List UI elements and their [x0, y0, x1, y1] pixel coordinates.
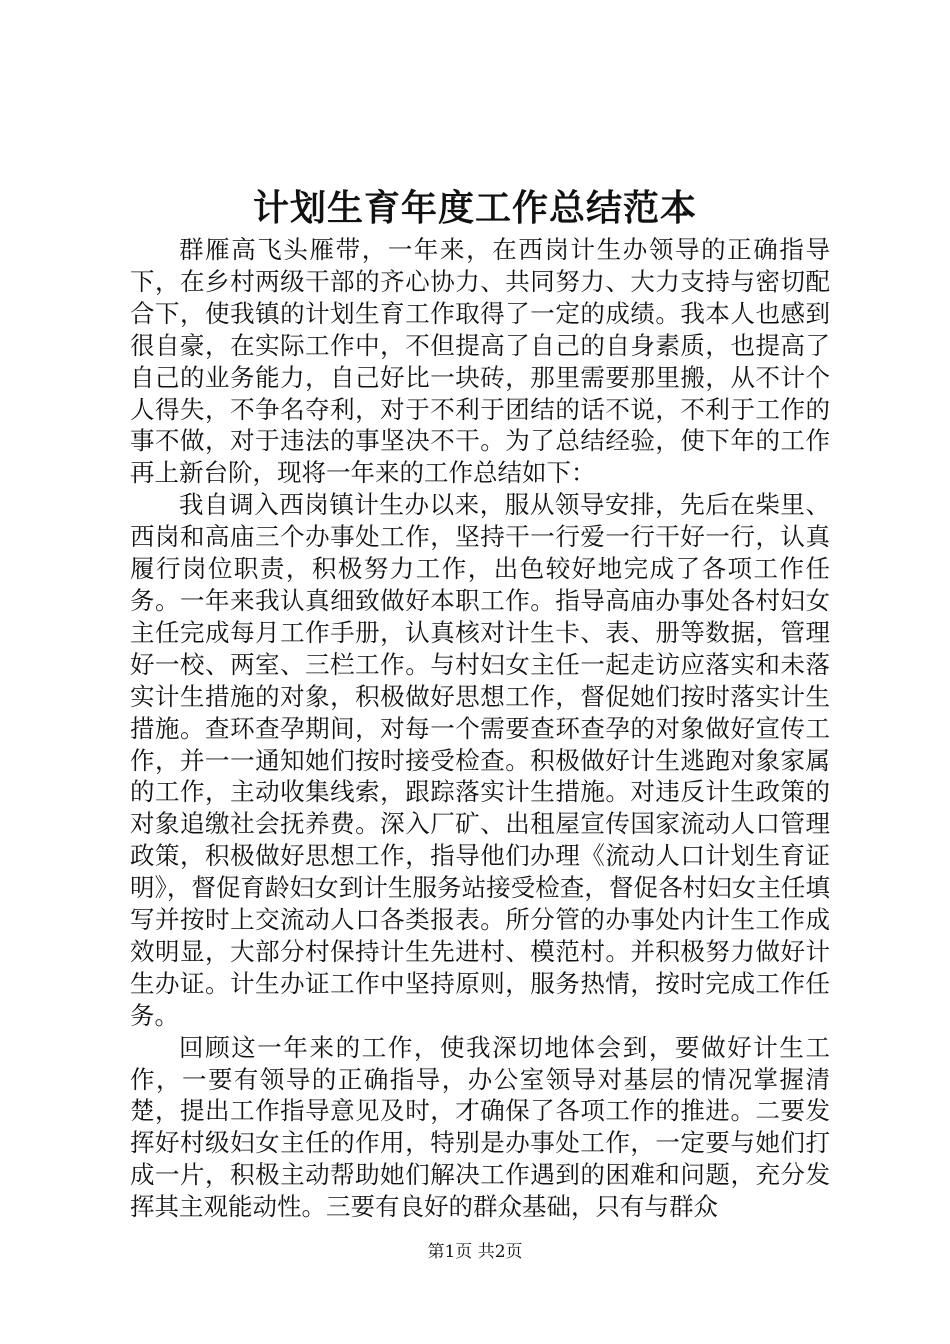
document-body — [130, 234, 830, 1223]
paragraph-1: 群雁高飞头雁带，一年来，在西岗计生办领导的正确指导下，在乡村两级干部的齐心协力、共同努力、大力支持与密切配合下，使我镇的计划生育工作取得了一定的成绩。我本人也感到很自豪，在实际工作中，不但提高了自己的自身素质，也提高了自己的业务能力，自己好比一块砖，那里需要那里搬，从不计个人得失，不争名夺利，对于不利于团结的话不说，不利于工作的事不做，对于违法的事坚决不干。为了总结经验，使下年的工作再上新台阶，现将一年来的工作总结如下： — [130, 235, 830, 488]
document-title: 计划生育年度工作总结范本 — [252, 187, 697, 229]
page-total: 共2页 — [477, 1242, 523, 1262]
page-number: 第1页 — [427, 1242, 473, 1262]
paragraph-2: 我自调入西岗镇计生办以来，服从领导安排，先后在柴里、西岗和高庙三个办事处工作，坚持干一行爱一行干好一行，认真履行岗位职责，积极努力工作，出色较好地完成了各项工作任务。一年来我认真细致做好本职工作。指导高庙办事处各村妇女主任完成每月工作手册，认真核对计生卡、表、册等数据，管理好一校、两室、三栏工作。与村妇女主任一起走访应落实和未落实计生措施的对象，积极做好思想工作，督促她们按时落实计生措施。查环查孕期间，对每一个需要查环查孕的对象做好宣传工作，并一一通知她们按时接受检查。积极做好计生逃跑对象家属的工作，主动收集线索，跟踪落实计生措施。对违反计生政策的对象追缴社会抚养费。深入厂矿、出租屋宣传国家流动人口管理政策，积极做好思想工作，指导他们办理《流动人口计划生育证明》，督促育龄妇女到计生服务站接受检查，督促各村妇女主任填写并按时上交流动人口各类报表。所分管的办事处内计生工作成效明显，大部分村保持计生先进村、模范村。并积极努力做好计生办证。计生办证工作中坚持原则，服务热情，按时完成工作任务。 — [130, 490, 830, 1030]
page-footer — [0, 1240, 950, 1264]
paragraph-3: 回顾这一年来的工作，使我深切地体会到，要做好计生工作，一要有领导的正确指导，办公室领导对基层的情况掌握清楚，提出工作指导意见及时，才确保了各项工作的推进。二要发挥好村级妇女主任的作用，特别是办事处工作，一定要与她们打成一片，积极主动帮助她们解决工作遇到的困难和问题，充分发挥其主观能动性。三要有良好的群众基础，只有与群众 — [130, 1032, 830, 1222]
